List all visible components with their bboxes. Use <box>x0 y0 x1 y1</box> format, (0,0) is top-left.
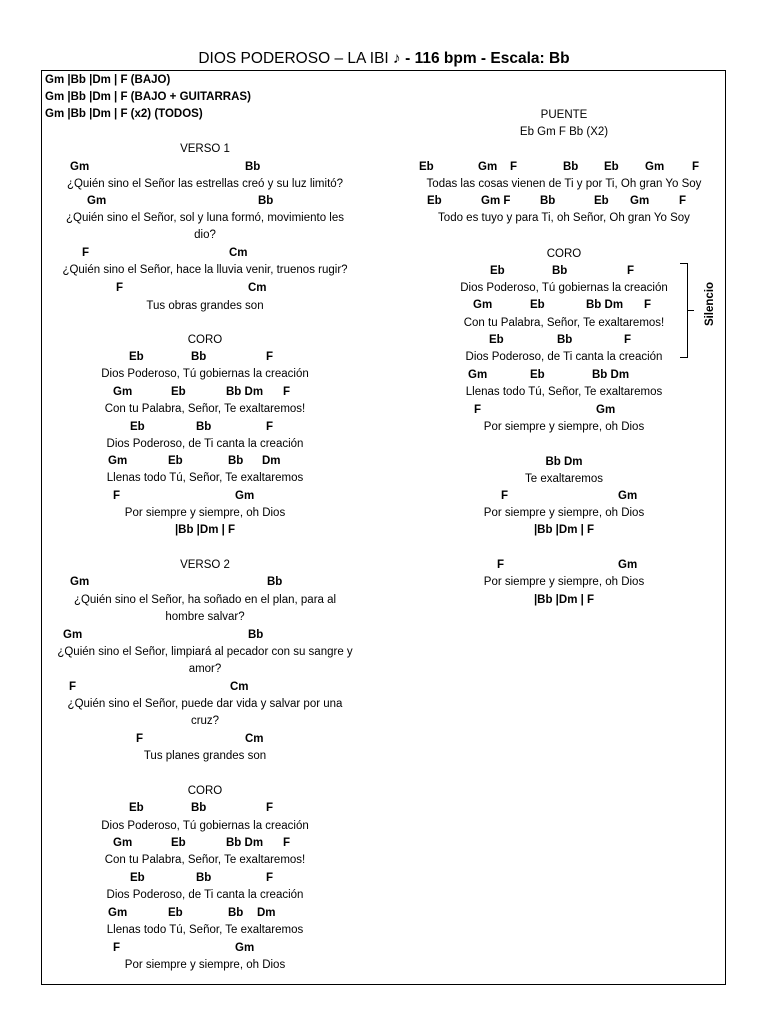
lyric-line: Por siempre y siempre, oh Dios <box>483 576 645 588</box>
chord: F <box>510 161 518 173</box>
chord: Bb <box>228 455 244 467</box>
chord: Bb <box>196 421 212 433</box>
chord: Eb <box>130 872 145 884</box>
chord-line <box>0 800 768 816</box>
chord: Cm <box>229 247 248 259</box>
lyric-line: Dios Poderoso, de Ti canta la creación <box>106 438 304 450</box>
lyric-line: Tus obras grandes son <box>146 300 264 312</box>
lyric-line: Dios Poderoso, Tú gobiernas la creación <box>460 282 668 294</box>
chord: Bb <box>267 576 283 588</box>
chord: F <box>266 351 274 363</box>
chord-line <box>0 870 768 886</box>
chord: F <box>624 334 632 346</box>
chord: Gm <box>87 195 107 207</box>
chord-line <box>0 488 768 504</box>
chord: F <box>266 802 274 814</box>
lyric-line: ¿Quién sino el Señor, sol y luna formó, movimiento les <box>65 212 345 224</box>
section-heading: CORO <box>187 785 223 797</box>
lyric-line: Dios Poderoso, de Ti canta la creación <box>106 889 304 901</box>
chord-line <box>0 627 768 643</box>
chord: Gm <box>468 369 488 381</box>
lyric-line: Con tu Palabra, Señor, Te exaltaremos! <box>104 854 306 866</box>
chord: Eb <box>168 455 183 467</box>
chord: F <box>692 161 700 173</box>
section-heading: CORO <box>546 248 582 260</box>
chord: F <box>266 421 274 433</box>
chord: Gm <box>645 161 665 173</box>
chord-line <box>0 297 768 313</box>
lyric-line: Dios Poderoso, de Ti canta la creación <box>465 351 663 363</box>
lyric-line: dio? <box>194 229 216 241</box>
chord: Gm <box>473 299 493 311</box>
chord: Eb <box>489 334 504 346</box>
lyric-line: ¿Quién sino el Señor, puede dar vida y salvar por una <box>67 698 343 710</box>
chord: F <box>82 247 90 259</box>
chord: Gm <box>108 907 128 919</box>
chord: F <box>283 837 291 849</box>
chord: Bb <box>228 907 244 919</box>
chord: Gm <box>113 386 133 398</box>
chord-line <box>0 263 768 279</box>
chord: Gm <box>618 490 638 502</box>
chord: Cm <box>248 282 267 294</box>
lyric-line: Dios Poderoso, Tú gobiernas la creación <box>101 820 309 832</box>
chord: Dm <box>257 907 276 919</box>
chord: Eb <box>530 369 545 381</box>
chord: F <box>69 681 77 693</box>
chord-line <box>0 332 768 348</box>
chord: Gm <box>70 161 90 173</box>
chord-progression: |Bb |Dm | F <box>533 524 595 536</box>
chord: Dm <box>262 455 281 467</box>
chord: Gm <box>235 942 255 954</box>
chord: Gm <box>113 837 133 849</box>
chord: Eb <box>530 299 545 311</box>
chord: Eb <box>168 907 183 919</box>
chord: F <box>474 404 482 416</box>
chord: F <box>116 282 124 294</box>
lyric-line: amor? <box>188 663 222 675</box>
chord: Bb <box>245 161 261 173</box>
lyric-line: Con tu Palabra, Señor, Te exaltaremos! <box>104 403 306 415</box>
chord: Bb <box>563 161 579 173</box>
lyric-line: Llenas todo Tú, Señor, Te exaltaremos <box>465 386 663 398</box>
chord: Eb <box>129 802 144 814</box>
chord-line <box>0 731 768 747</box>
chord-line <box>0 679 768 695</box>
chord: Eb <box>171 386 186 398</box>
chord: Bb <box>191 351 207 363</box>
chord: Gm <box>596 404 616 416</box>
chord: Eb <box>490 265 505 277</box>
chord: Bb <box>552 265 568 277</box>
chord: Gm <box>478 161 498 173</box>
intro-line: Gm |Bb |Dm | F (BAJO + GUITARRAS) <box>45 91 251 103</box>
chord: Bb <box>196 872 212 884</box>
chord: Gm <box>70 576 90 588</box>
chord-line <box>0 557 768 573</box>
lyric-line: ¿Quién sino el Señor, limpiará al pecador con su sangre y <box>57 646 353 658</box>
chord: F <box>266 872 274 884</box>
intro-line: Gm |Bb |Dm | F (x2) (TODOS) <box>45 108 203 120</box>
chord: F <box>497 559 505 571</box>
chord: Bb Dm <box>592 369 630 381</box>
lyric-line: Por siempre y siempre, oh Dios <box>124 959 286 971</box>
chord: Cm <box>245 733 264 745</box>
chord: Eb <box>130 421 145 433</box>
chord: Gm F <box>481 195 511 207</box>
section-heading: CORO <box>187 334 223 346</box>
chord: F <box>627 265 635 277</box>
lyric-line: Tus planes grandes son <box>143 750 267 762</box>
intro-line: Gm |Bb |Dm | F (BAJO) <box>45 74 171 86</box>
chord-line <box>0 835 768 851</box>
lyric-line: Dios Poderoso, Tú gobiernas la creación <box>101 368 309 380</box>
chord: F <box>679 195 687 207</box>
chord: Gm <box>63 629 83 641</box>
chord: Bb <box>540 195 556 207</box>
chord: Bb <box>557 334 573 346</box>
chord: Cm <box>230 681 249 693</box>
song-name: DIOS PODEROSO – LA IBI <box>198 50 389 67</box>
tempo-note-icon: ♪ <box>393 50 401 67</box>
lyric-line: hombre salvar? <box>165 611 245 623</box>
chord: F <box>501 490 509 502</box>
lyric-line: Por siempre y siempre, oh Dios <box>483 507 645 519</box>
chord: Gm <box>235 490 255 502</box>
chord: F <box>644 299 652 311</box>
lyric-line: ¿Quién sino el Señor las estrellas creó y su luz limitó? <box>66 178 344 190</box>
lyric-line: Todas las cosas vienen de Ti y por Ti, Oh gran Yo Soy <box>426 178 702 190</box>
lyric-line: Por siempre y siempre, oh Dios <box>124 507 286 519</box>
chord: Eb <box>419 161 434 173</box>
lyric-line: Te exaltaremos <box>525 473 603 485</box>
chord: F <box>283 386 291 398</box>
lyric-line: Llenas todo Tú, Señor, Te exaltaremos <box>106 924 304 936</box>
chord-line <box>0 940 768 956</box>
silencio-label: Silencio <box>704 281 716 327</box>
chord: Bb <box>248 629 264 641</box>
chord: F <box>113 490 121 502</box>
section-heading: PUENTE <box>540 109 588 121</box>
lyric-line: Todo es tuyo y para Ti, oh Señor, Oh gran Yo Soy <box>438 212 690 224</box>
tempo-and-key: - 116 bpm - Escala: Bb <box>405 50 570 67</box>
chord-line <box>0 905 768 921</box>
section-heading: VERSO 2 <box>180 559 230 571</box>
chord-line: Bb Dm <box>545 456 583 468</box>
chord-line <box>0 367 768 383</box>
chord-progression: |Bb |Dm | F <box>174 524 236 536</box>
chord: Bb <box>191 802 207 814</box>
chord: F <box>113 942 121 954</box>
chord-line <box>0 402 768 418</box>
chord: Gm <box>108 455 128 467</box>
chord: Gm <box>618 559 638 571</box>
section-heading: VERSO 1 <box>180 143 230 155</box>
lyric-line: Con tu Palabra, Señor, Te exaltaremos! <box>463 317 665 329</box>
chord: Eb <box>594 195 609 207</box>
song-title <box>0 50 768 70</box>
lyric-line: ¿Quién sino el Señor, ha soñado en el plan, para al <box>73 594 337 606</box>
chord: F <box>136 733 144 745</box>
chord-line <box>0 193 768 209</box>
lyric-line: Por siempre y siempre, oh Dios <box>483 421 645 433</box>
chord: Eb <box>129 351 144 363</box>
chord: Bb Dm <box>226 837 264 849</box>
lyric-line: ¿Quién sino el Señor, hace la lluvia venir, truenos rugir? <box>62 264 348 276</box>
silencio-bracket <box>680 263 688 358</box>
chord: Bb Dm <box>586 299 624 311</box>
chord-progression: Eb Gm F Bb (X2) <box>519 126 609 138</box>
chord: Eb <box>171 837 186 849</box>
chord: Bb <box>258 195 274 207</box>
lyric-line: cruz? <box>190 715 220 727</box>
chord-progression: |Bb |Dm | F <box>533 594 595 606</box>
chord: Gm <box>630 195 650 207</box>
chord-line <box>0 159 768 175</box>
silencio-bracket-tick <box>688 310 694 311</box>
chord: Eb <box>604 161 619 173</box>
chord: Bb Dm <box>226 386 264 398</box>
lyric-line: Llenas todo Tú, Señor, Te exaltaremos <box>106 472 304 484</box>
chord: Eb <box>427 195 442 207</box>
